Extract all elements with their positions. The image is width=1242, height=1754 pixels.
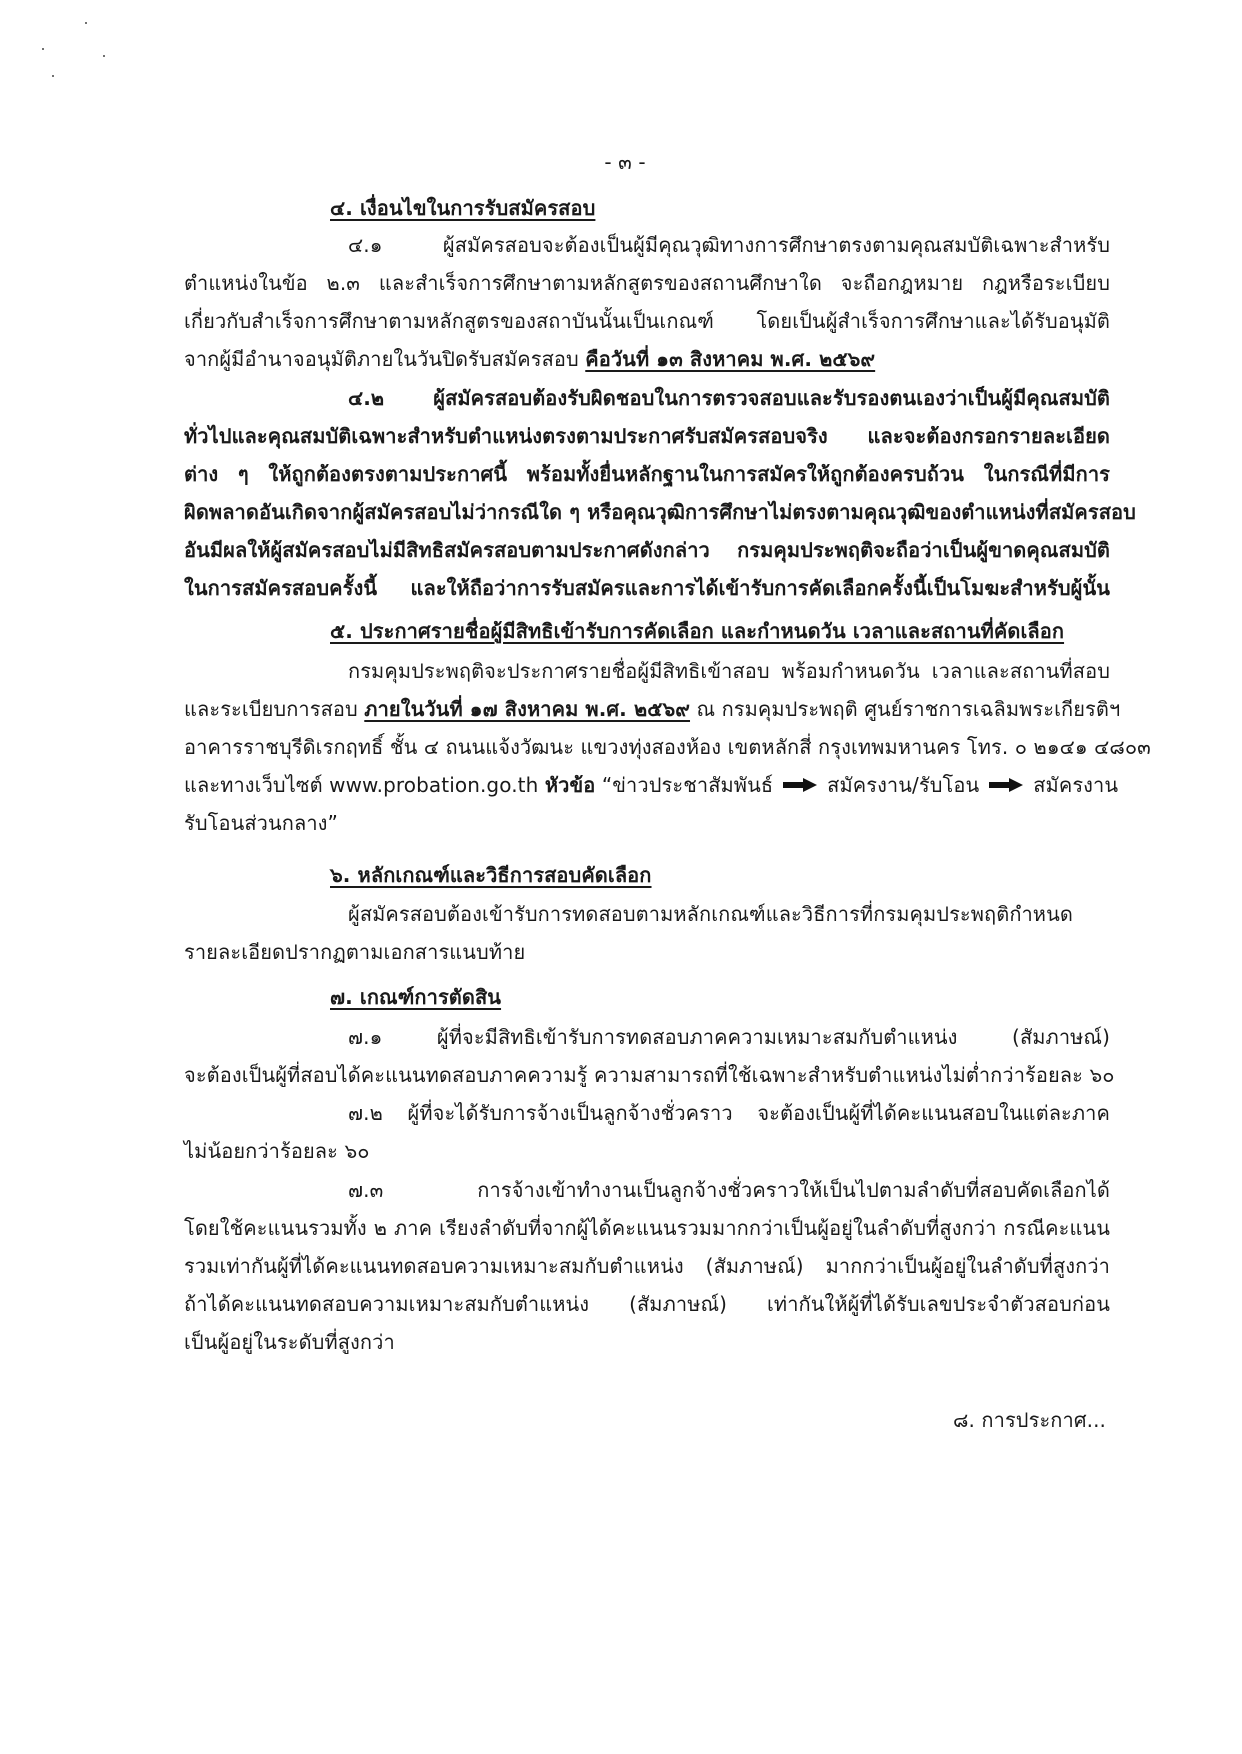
breadcrumb-item: “ข่าวประชาสัมพันธ์ [595,773,774,797]
section-5-line [184,694,1120,724]
section-6-line: รายละเอียดปรากฏตามเอกสารแนบท้าย [184,940,526,964]
section-4-2-line: ๔.๒ ผู้สมัครสอบต้องรับผิดชอบในการตรวจสอบและรับรองตนเองว่าเป็นผู้มีคุณสมบัติ [348,386,1110,410]
section-4-1-line [184,344,875,374]
section-7-heading: ๗. เกณฑ์การตัดสิน [330,985,502,1009]
section-7-3-line: ถ้าได้คะแนนทดสอบความเหมาะสมกับตำแหน่ง (สัมภาษณ์) เท่ากันให้ผู้ที่ได้รับเลขประจำตัวสอบก่อน [184,1292,1110,1316]
section-4-1-line: ๔.๑ ผู้สมัครสอบจะต้องเป็นผู้มีคุณวุฒิทางการศึกษาตรงตามคุณสมบัติเฉพาะสำหรับ [348,233,1110,257]
section-5-heading: ๕. ประกาศรายชื่อผู้มีสิทธิเข้ารับการคัดเลือก และกำหนดวัน เวลาและสถานที่คัดเลือก [330,619,1065,643]
section-7-3-line: รวมเท่ากันผู้ที่ได้คะแนนทดสอบความเหมาะสมกับตำแหน่ง (สัมภาษณ์) มากกว่าเป็นผู้อยู่ในลำดับที่สูงกว่า [184,1254,1110,1278]
section-4-2-line: ต่าง ๆ ให้ถูกต้องตรงตามประกาศนี้ พร้อมทั้งยื่นหลักฐานในการสมัครให้ถูกต้องครบถ้วน ในกรณีที่มีการ [184,462,1110,486]
section-4-heading: ๔. เงื่อนไขในการรับสมัครสอบ [330,196,596,220]
scan-speck [85,22,87,24]
section-4-1-line: ตำแหน่งในข้อ ๒.๓ และสำเร็จการศึกษาตามหลักสูตรของสถานศึกษาใด จะถือกฎหมาย กฎหรือระเบียบ [184,271,1110,295]
section-5-line: อาคารราชบุรีดิเรกฤทธิ์ ชั้น ๔ ถนนแจ้งวัฒนะ แขวงทุ่งสองห้อง เขตหลักสี่ กรุงเทพมหานคร โทร. ๐ ๒๑๔๑ ๔๘๐๓ [184,735,1151,759]
section-4-2-line: ผิดพลาดอันเกิดจากผู้สมัครสอบไม่ว่ากรณีใด ๆ หรือคุณวุฒิการศึกษาไม่ตรงตามคุณวุฒิของตำแหน่งที่สมัครสอบ [184,500,1136,524]
continuation-note: ๘. การประกาศ... [952,1408,1106,1432]
section-5-text: ณ กรมคุมประพฤติ ศูนย์ราชการเฉลิมพระเกียรติฯ [690,697,1121,721]
section-5-line [184,770,1118,800]
section-4-2-line: ทั่วไปและคุณสมบัติเฉพาะสำหรับตำแหน่งตรงตามประกาศรับสมัครสอบจริง และจะต้องกรอกรายละเอียด [184,424,1110,448]
page-number: - ๓ - [604,150,646,174]
arrow-right-icon [783,778,817,792]
section-4-2-line: ในการสมัครสอบครั้งนี้ และให้ถือว่าการรับสมัครและการได้เข้ารับการคัดเลือกครั้งนี้เป็นโมฆะสำหรับผู้นั้น [184,576,1110,600]
breadcrumb-item: สมัครงาน/รับโอน [827,773,980,797]
section-7-1-line: จะต้องเป็นผู้ที่สอบได้คะแนนทดสอบภาคความรู้ ความสามารถที่ใช้เฉพาะสำหรับตำแหน่งไม่ต่ำกว่าร้อยละ ๖๐ [184,1063,1115,1087]
closing-date: คือวันที่ ๑๓ สิงหาคม พ.ศ. ๒๕๖๙ [585,347,876,371]
section-7-3-line: ๗.๓ การจ้างเข้าทำงานเป็นลูกจ้างชั่วคราวให้เป็นไปตามลำดับที่สอบคัดเลือกได้ [348,1178,1110,1202]
website-text: และทางเว็บไซต์ www.probation.go.th [184,773,545,797]
section-6-line: ผู้สมัครสอบต้องเข้ารับการทดสอบตามหลักเกณฑ์และวิธีการที่กรมคุมประพฤติกำหนด [348,902,1073,926]
section-5-text: และระเบียบการสอบ [184,697,365,721]
section-7-2-line: ๗.๒ ผู้ที่จะได้รับการจ้างเป็นลูกจ้างชั่วคราว จะต้องเป็นผู้ที่ได้คะแนนสอบในแต่ละภาค [348,1101,1110,1125]
announcement-date: ภายในวันที่ ๑๗ สิงหาคม พ.ศ. ๒๕๖๙ [364,697,691,721]
section-6-heading: ๖. หลักเกณฑ์และวิธีการสอบคัดเลือก [330,863,652,887]
section-7-3-line: โดยใช้คะแนนรวมทั้ง ๒ ภาค เรียงลำดับที่จากผู้ได้คะแนนรวมมากกว่าเป็นผู้อยู่ในลำดับที่สูงกว่า กรณีคะแนน [184,1216,1110,1240]
section-5-line: รับโอนส่วนกลาง” [184,811,338,835]
breadcrumb-item: สมัครงาน [1033,773,1119,797]
section-7-2-line: ไม่น้อยกว่าร้อยละ ๖๐ [184,1139,370,1163]
section-4-2-line: อันมีผลให้ผู้สมัครสอบไม่มีสิทธิสมัครสอบตามประกาศดังกล่าว กรมคุมประพฤติจะถือว่าเป็นผู้ขาดคุณสมบัติ [184,538,1110,562]
section-4-1-text: จากผู้มีอำนาจอนุมัติภายในวันปิดรับสมัครสอบ [184,347,586,371]
topic-label: หัวข้อ [544,773,596,797]
scan-speck [52,75,54,77]
scan-speck [42,48,44,50]
section-7-3-line: เป็นผู้อยู่ในระดับที่สูงกว่า [184,1330,395,1354]
section-4-1-line: เกี่ยวกับสำเร็จการศึกษาตามหลักสูตรของสถาบันนั้นเป็นเกณฑ์ โดยเป็นผู้สำเร็จการศึกษาและได้รับอนุมัติ [184,309,1110,333]
arrow-right-icon [989,778,1023,792]
scan-speck [103,55,105,57]
section-7-1-line: ๗.๑ ผู้ที่จะมีสิทธิเข้ารับการทดสอบภาคความเหมาะสมกับตำแหน่ง (สัมภาษณ์) [348,1025,1110,1049]
section-5-line: กรมคุมประพฤติจะประกาศรายชื่อผู้มีสิทธิเข้าสอบ พร้อมกำหนดวัน เวลาและสถานที่สอบ [348,659,1110,683]
